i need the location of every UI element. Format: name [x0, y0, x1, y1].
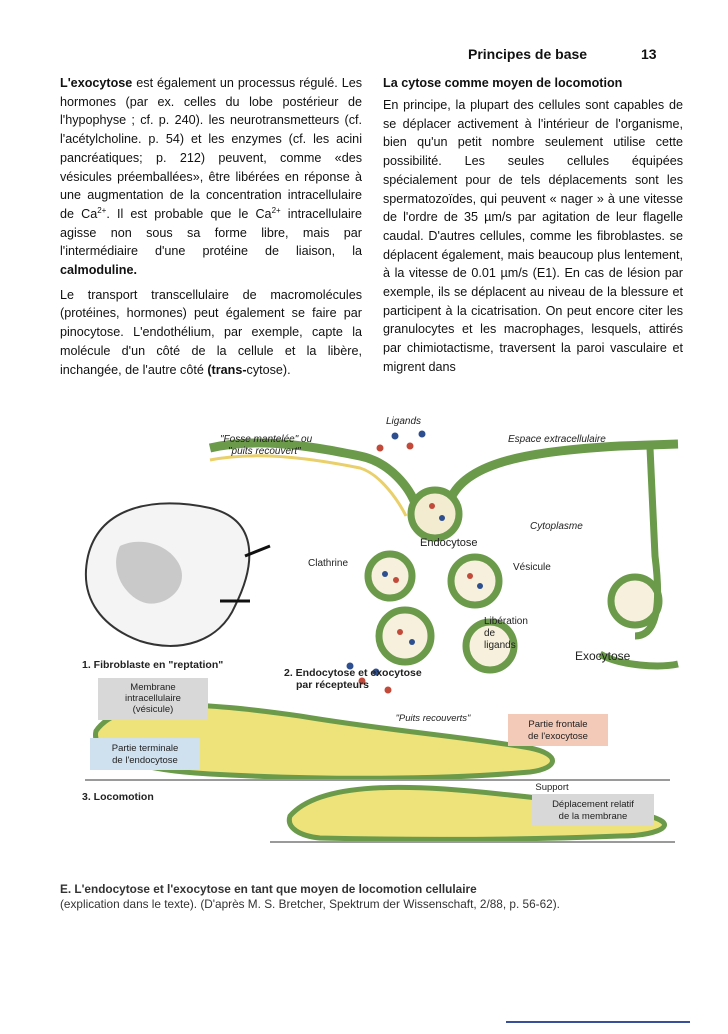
- vesicle-1: [368, 554, 412, 598]
- term-exocytose: L'exocytose: [60, 76, 133, 90]
- label-membrane-2: intracellulaire: [125, 693, 181, 704]
- label-liberation-1: Libération: [484, 616, 528, 627]
- label-frontale-2: de l'exocytose: [528, 731, 588, 742]
- label-terminale-1: Partie terminale: [111, 743, 179, 754]
- label-fosse: "Fosse mantelée" ou: [220, 434, 313, 445]
- label-membrane-3: (vésicule): [132, 704, 174, 715]
- label-section-2a: 2. Endocytose et exocytose: [284, 667, 422, 679]
- page-number: 13: [641, 46, 657, 62]
- label-espace: Espace extracellulaire: [508, 434, 606, 445]
- label-cytoplasme: Cytoplasme: [530, 521, 583, 532]
- vesicle-2: [451, 557, 499, 605]
- label-ligands: Ligands: [386, 416, 422, 427]
- footer-rule: [506, 1021, 690, 1023]
- label-section-1: 1. Fibroblaste en "reptation": [82, 659, 224, 671]
- term-trans: (trans-: [207, 362, 247, 377]
- label-puits-recouverts: "Puits recouverts": [395, 713, 471, 724]
- coated-pit: [411, 490, 459, 538]
- section-heading: La cytose comme moyen de locomotion: [383, 76, 623, 90]
- label-terminale-2: de l'endocytose: [112, 755, 178, 766]
- transcytose-paragraph: Le transport transcellulaire de macromolécules (protéines, hormones) peut également se faire par pinocytose. L'endothélium, par exemple, capte la molécule d'un côté de la cellule et la libère, inchangée, de l'autre côté (trans-cytose).: [60, 287, 362, 377]
- locomotion-paragraph: En principe, la plupart des cellules sont capables de se déplacer activement à l'intérieur de l'organisme, bien qu'un petit nombre seulement utilise cette possibilité. Les seules cellules équipées spécialement pour de tels déplacements sont les spermatozoïdes, qui peuvent « nager » à une vitesse de l'ordre de 35 µm/s par agitation de leur flagelle caudal. D'autres cellules, comme les fibroblastes. se déplacent également, mais beaucoup plus lentement, à la vitesse de 0.01 µm/s (E1). En cas de lésion par exemple, ils se déplacent au niveau de la blessure et participent à la cicatrisation. On peut encore citer les granulocytes et les macrophages, lesquels, attirés par chimiotactisme, traversent la paroi vasculaire et migrent dans: [383, 98, 683, 374]
- label-section-2b: par récepteurs: [296, 679, 369, 691]
- label-deplacement-2: de la membrane: [558, 811, 628, 822]
- label-clathrine: Clathrine: [308, 558, 349, 569]
- label-section-3: 3. Locomotion: [82, 791, 154, 803]
- label-liberation-2: de: [484, 628, 496, 639]
- label-membrane-1: Membrane: [130, 682, 176, 693]
- vesicle-3: [379, 610, 431, 662]
- page-header: [0, 46, 728, 66]
- label-deplacement-1: Déplacement relatif: [552, 799, 634, 810]
- label-liberation-3: ligands: [484, 640, 516, 651]
- figure-endocytosis-locomotion: [60, 396, 692, 918]
- caption-source: (explication dans le texte). (D'après M. S. Bretcher, Spektrum der Wissenschaft, 2/88, p. 56-62).: [60, 897, 560, 911]
- right-column: [383, 74, 683, 383]
- exocytose-paragraph: L'exocytose est également un processus régulé. Les hormones (par ex. celles du lobe postérieur de l'hypophyse ; cf. p. 240). les neurotransmetteurs (cf. l'acétylcholine. p. 54) et les enzymes (cf. les acini pancréatiques; p. 212) peuvent, comme «des vésicules préemballées», être libérées en réponse à une augmentation de la concentration intracellulaire de $Ca^{2+}$. Il est probable que le $Ca^{2+}$ intracellulaire agisse non sous sa forme libre, mais par l'intermédiaire d'une protéine de liaison, la calmoduline.: [60, 76, 362, 278]
- running-title: Principes de base: [468, 46, 588, 62]
- caption-title: E. L'endocytose et l'exocytose en tant que moyen de locomotion cellulaire: [60, 882, 477, 896]
- figure-caption: [60, 882, 692, 912]
- label-exocytose: Exocytose: [575, 649, 631, 663]
- figure-illustration: [60, 396, 692, 918]
- label-puits: "puits recouvert": [228, 446, 301, 457]
- term-calmoduline: calmoduline.: [60, 263, 137, 278]
- left-column: [60, 74, 362, 385]
- label-vesicule: Vésicule: [513, 562, 551, 573]
- label-support: Support: [535, 782, 569, 793]
- label-endocytose: Endocytose: [420, 537, 478, 549]
- label-frontale-1: Partie frontale: [528, 719, 588, 730]
